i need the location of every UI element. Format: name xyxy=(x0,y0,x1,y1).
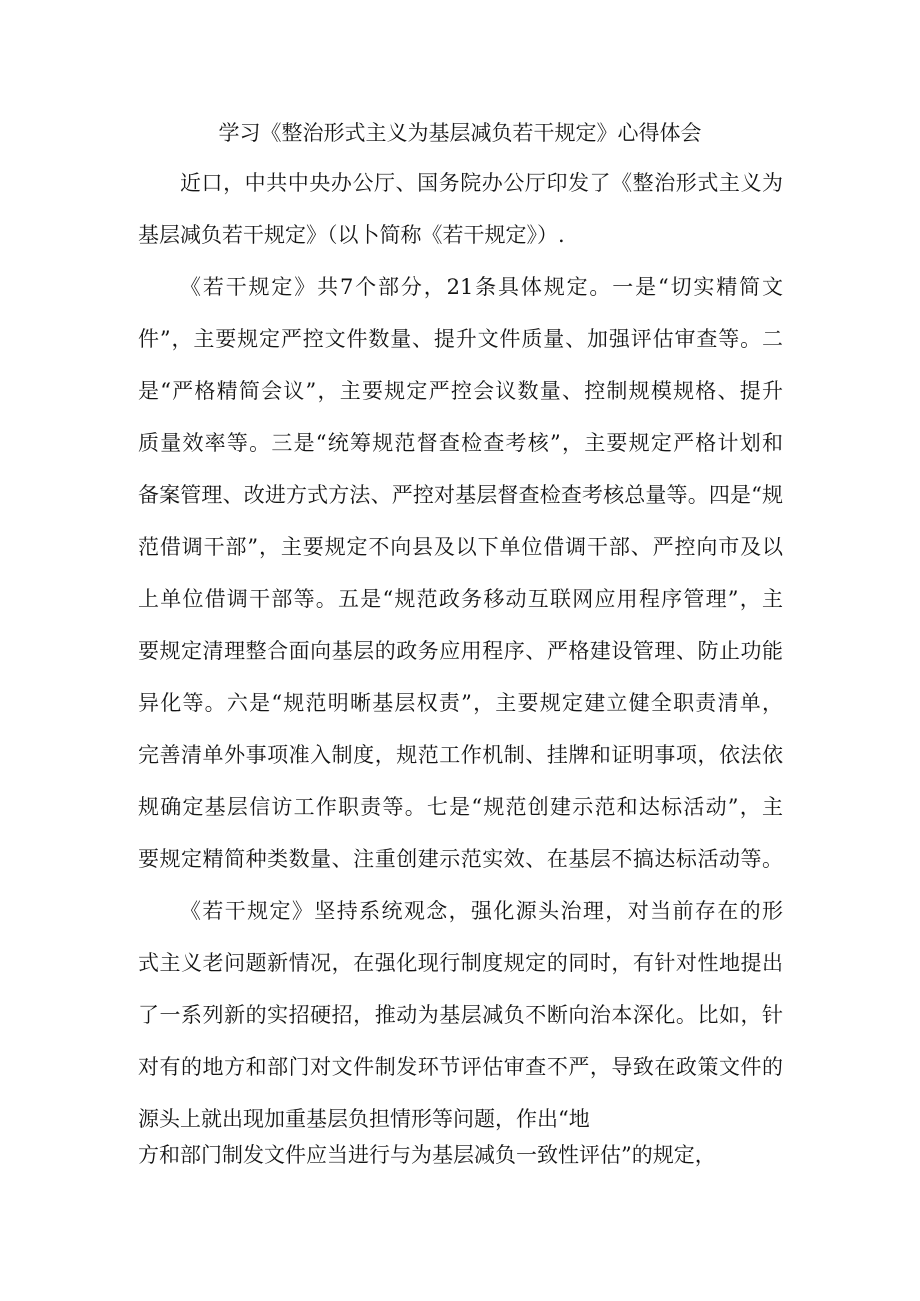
paragraph-line: 异化等。六是“规范明晰基层权责”，主要规定建立健全职责清单， xyxy=(138,691,783,715)
paragraph-line: 源头上就出现加重基层负担情形等问题，作出“地 xyxy=(138,1107,590,1131)
paragraph-line: 是“严格精简会议”，主要规定严控会议数量、控制规模规格、提升 xyxy=(138,379,783,403)
paragraph-line: 上单位借调干部等。五是“规范政务移动互联网应用程序管理”，主 xyxy=(138,587,783,611)
paragraph-line: 备案管理、改进方式方法、严控对基层督查检查考核总量等。四是“规 xyxy=(138,483,783,507)
paragraph-line: 《若干规定》坚持系统观念，强化源头治理，对当前存在的形 xyxy=(180,899,783,923)
paragraph-line: 完善清单外事项准入制度，规范工作机制、挂牌和证明事项，依法依 xyxy=(138,743,783,767)
paragraph-line: 件”，主要规定严控文件数量、提升文件质量、加强评估审查等。二 xyxy=(138,327,783,351)
paragraph-line: 了一系列新的实招硬招，推动为基层减负不断向治本深化。比如，针 xyxy=(138,1003,783,1027)
paragraph-line: 要规定清理整合面向基层的政务应用程序、严格建设管理、防止功能 xyxy=(138,639,783,663)
paragraph-line: 质量效率等。三是“统筹规范督查检查考核”，主要规定严格计划和 xyxy=(138,431,783,455)
paragraph-line: 对有的地方和部门对文件制发环节评估审查不严，导致在政策文件的 xyxy=(138,1055,783,1079)
paragraph-line: 近口，中共中央办公厅、国务院办公厅印发了《整治形式主义为 xyxy=(180,171,783,195)
paragraph-line: 式主义老问题新情况，在强化现行制度规定的同时，有针对性地提出 xyxy=(138,951,783,975)
paragraph-line: 基层减负若干规定》（以卜简称《若干规定》）. xyxy=(138,223,565,247)
paragraph-line: 范借调干部”，主要规定不向县及以下单位借调干部、严控向市及以 xyxy=(138,535,783,559)
paragraph-line: 方和部门制发文件应当进行与为基层减负一致性评估”的规定， xyxy=(138,1143,716,1167)
paragraph-line: 要规定精简种类数量、注重创建示范实效、在基层不搞达标活动等。 xyxy=(138,847,783,871)
paragraph-line: 规确定基层信访工作职责等。七是“规范创建示范和达标活动”，主 xyxy=(138,795,783,819)
paragraph-line: 《若干规定》共7个部分，21条具体规定。一是“切实精简文 xyxy=(180,275,783,299)
document-title: 学习《整治形式主义为基层减负若干规定》心得体会 xyxy=(218,121,702,145)
